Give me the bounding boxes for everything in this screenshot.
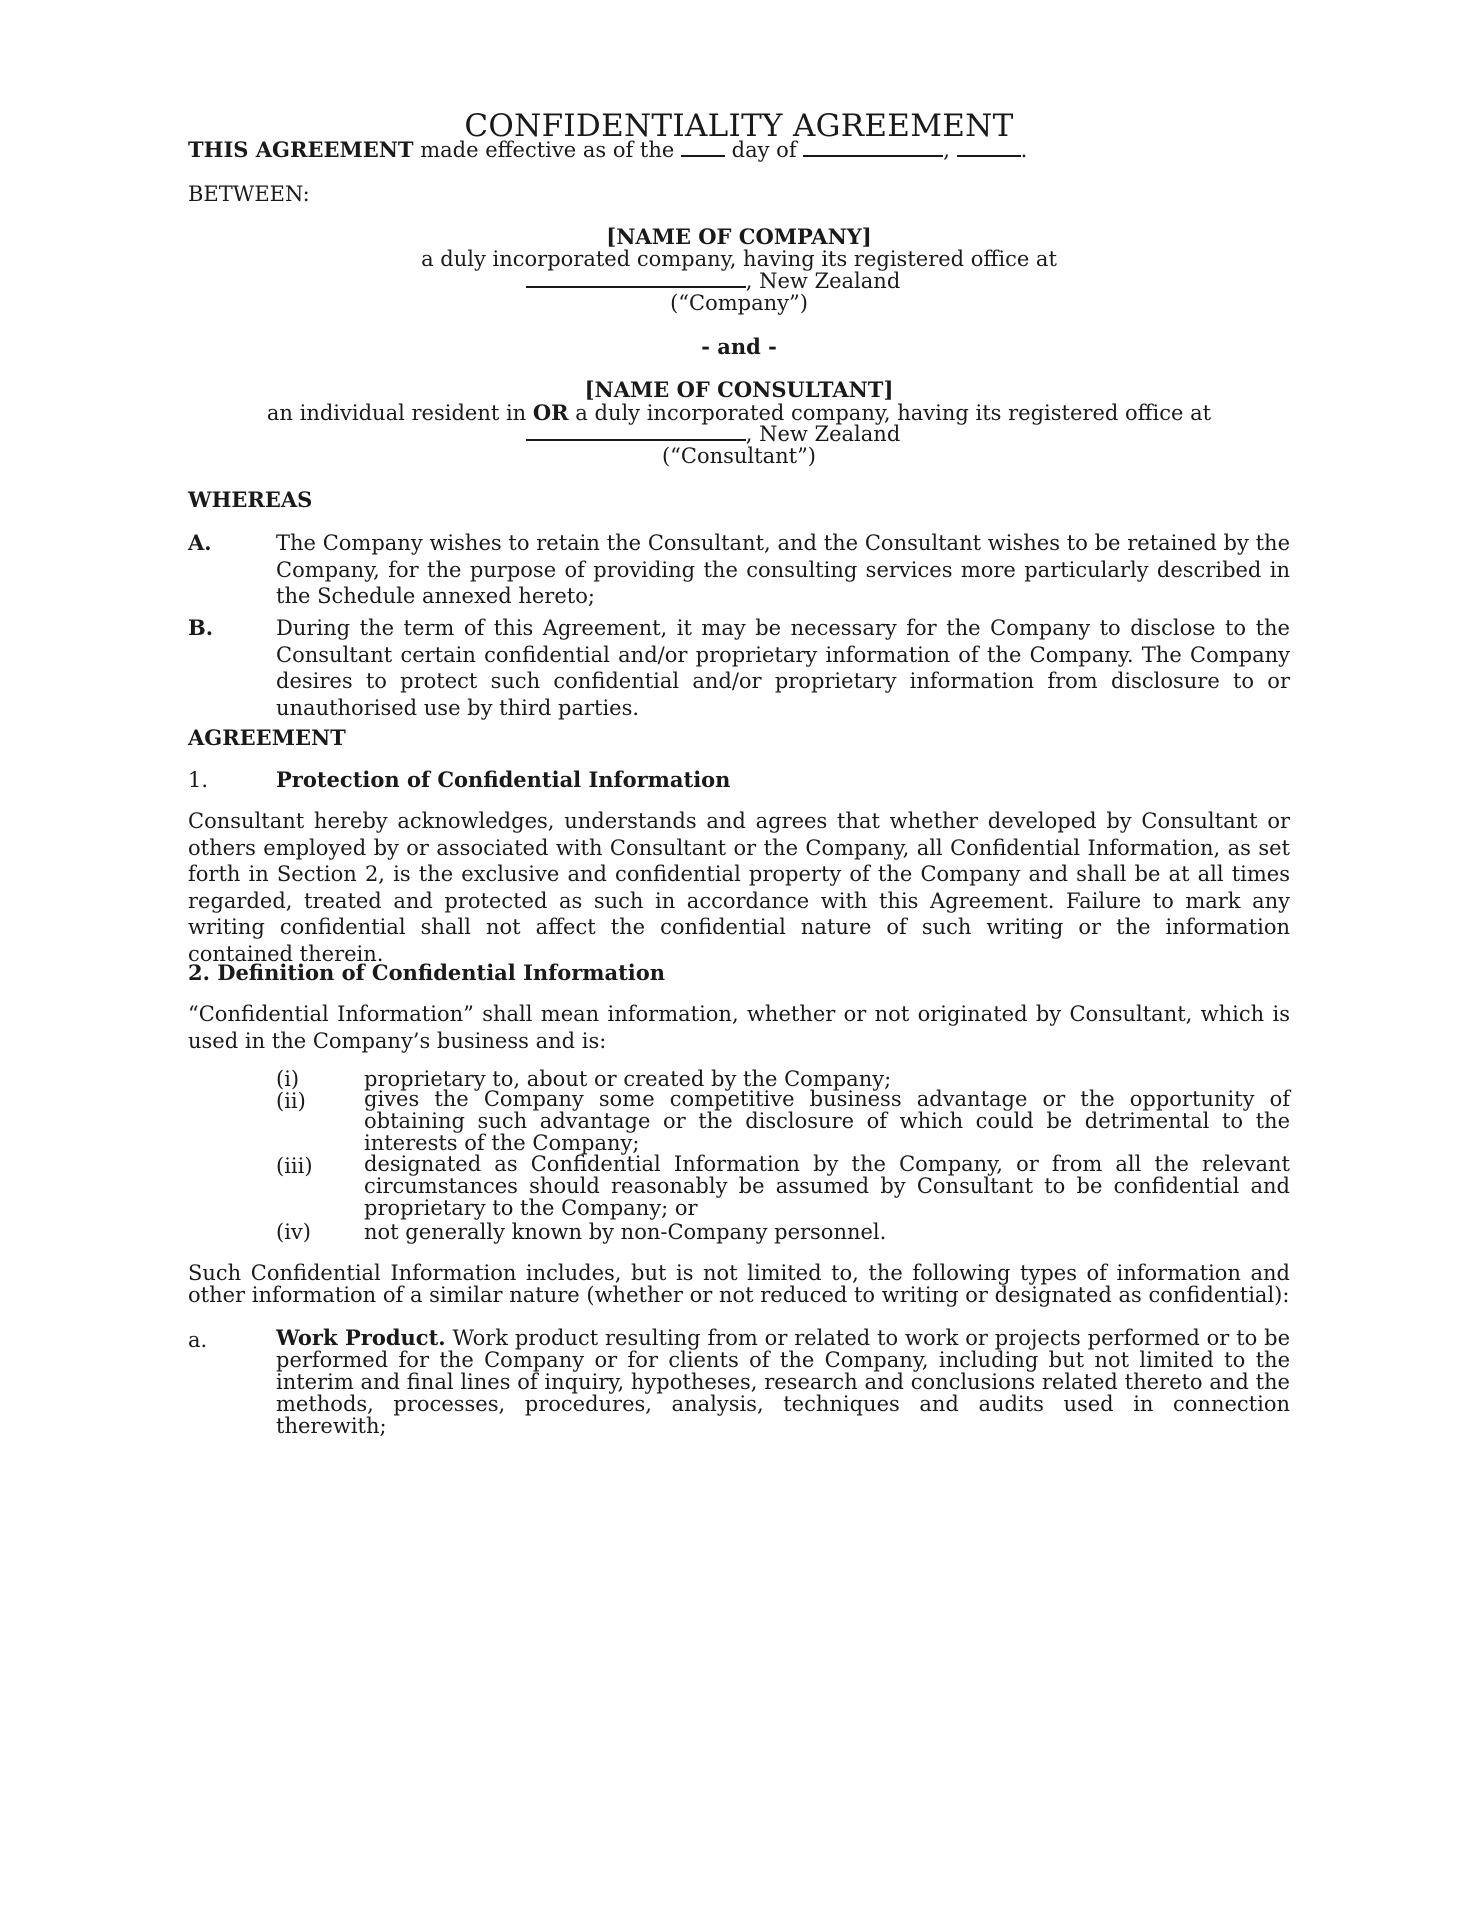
preamble-text: made effective as of the bbox=[413, 138, 681, 162]
company-address-blank[interactable] bbox=[526, 268, 746, 288]
criterion-text: proprietary to, about or created by the Company; bbox=[364, 1067, 892, 1091]
criterion-label: (ii) bbox=[276, 1089, 306, 1113]
consultant-name: [NAME OF CONSULTANT] bbox=[584, 377, 894, 402]
recital-text: During the term of this Agreement, it may be necessary for the Company to disclose to the Consultant certain confidential and/or proprietary information of the Company. The Company desires to protect such confidential and/or proprietary information from disclosure to or unauthorised use by third parties. bbox=[276, 616, 1290, 720]
company-location: , New Zealand bbox=[745, 269, 901, 293]
day-blank[interactable] bbox=[681, 137, 725, 157]
section-2-heading: 2. Definition of Confidential Information bbox=[188, 960, 666, 985]
preamble-lead: THIS AGREEMENT bbox=[188, 137, 414, 162]
criterion-text: not generally known by non-Company personnel. bbox=[364, 1220, 887, 1244]
type-text bbox=[276, 1327, 1290, 1437]
section-1-body: Consultant hereby acknowledges, understands and agrees that whether developed by Consultant or others employed by or associated with Consultant or the Company, all Confidential Information, as set forth in Section 2, is the exclusive and confidential property of the Company and shall be at all times regarded, treated and protected as such in accordance with this Agreement. Failure to mark any writing confidential shall not affect the confidential nature of such writing or the information contained therein. bbox=[188, 809, 1290, 966]
section-1-heading bbox=[188, 766, 730, 794]
section-2-includes-intro: Such Confidential Information includes, but is not limited to, the following types of information and other information of a similar nature (whether or not reduced to writing or designated as confidential): bbox=[188, 1261, 1290, 1307]
company-description: a duly incorporated company, having its registered office at bbox=[421, 247, 1057, 271]
and-separator: - and - bbox=[701, 334, 777, 359]
recital-label: B. bbox=[188, 615, 214, 640]
section-title: Protection of Confidential Information bbox=[276, 767, 731, 792]
section-number: 1. bbox=[188, 768, 209, 792]
criterion-label: (i) bbox=[276, 1067, 300, 1091]
criterion-text: designated as Confidential Information by the Company, or from all the relevant circumstances should reasonably be assumed by Consultant to be confidential and proprietary to the Company; or bbox=[364, 1152, 1290, 1220]
consultant-location: , New Zealand bbox=[745, 422, 901, 446]
type-lead: Work Product. bbox=[276, 1325, 446, 1350]
year-blank[interactable] bbox=[957, 137, 1021, 157]
company-name: [NAME OF COMPANY] bbox=[606, 224, 872, 249]
criterion-text: gives the Company some competitive business advantage or the opportunity of obtaining such advantage or the disclosure of which could be detrimental to the interests of the Company; bbox=[364, 1087, 1290, 1155]
preamble-text: . bbox=[1020, 138, 1028, 162]
between-label: BETWEEN: bbox=[188, 182, 310, 206]
consultant-address-blank[interactable] bbox=[526, 421, 746, 441]
whereas-label: WHEREAS bbox=[188, 487, 313, 512]
type-body: Work product resulting from or related to work or projects performed or to be performed for the Company or for clients of the Company, including but not limited to the interim and final lines of inquiry, hypotheses, research and conclusions related thereto and the methods, processes, procedures, analysis, techniques and audits used in connection therewith; bbox=[276, 1326, 1290, 1438]
preamble-text: day of bbox=[725, 138, 804, 162]
type-label: a. bbox=[188, 1328, 208, 1352]
preamble-text: , bbox=[943, 138, 957, 162]
document-title: CONFIDENTIALITY AGREEMENT bbox=[464, 108, 1014, 144]
month-blank[interactable] bbox=[803, 137, 943, 157]
consultant-description-text: an individual resident in bbox=[266, 401, 533, 425]
recital-label: A. bbox=[188, 530, 212, 555]
preamble bbox=[188, 136, 1027, 164]
criterion-label: (iv) bbox=[276, 1220, 311, 1244]
company-defined-as: (“Company”) bbox=[670, 291, 808, 315]
consultant-description-text: a duly incorporated company, having its registered office at bbox=[568, 401, 1212, 425]
section-2-intro: “Confidential Information” shall mean information, whether or not originated by Consultant, which is used in the Company’s business and is: bbox=[188, 1002, 1290, 1053]
criterion-label: (iii) bbox=[276, 1154, 313, 1178]
agreement-label: AGREEMENT bbox=[188, 725, 346, 750]
consultant-defined-as: (“Consultant”) bbox=[661, 444, 817, 468]
recital-text: The Company wishes to retain the Consultant, and the Consultant wishes to be retained by the Company, for the purpose of providing the consulting services more particularly described in the Schedule annexed hereto; bbox=[276, 531, 1290, 609]
consultant-or: OR bbox=[532, 400, 569, 425]
